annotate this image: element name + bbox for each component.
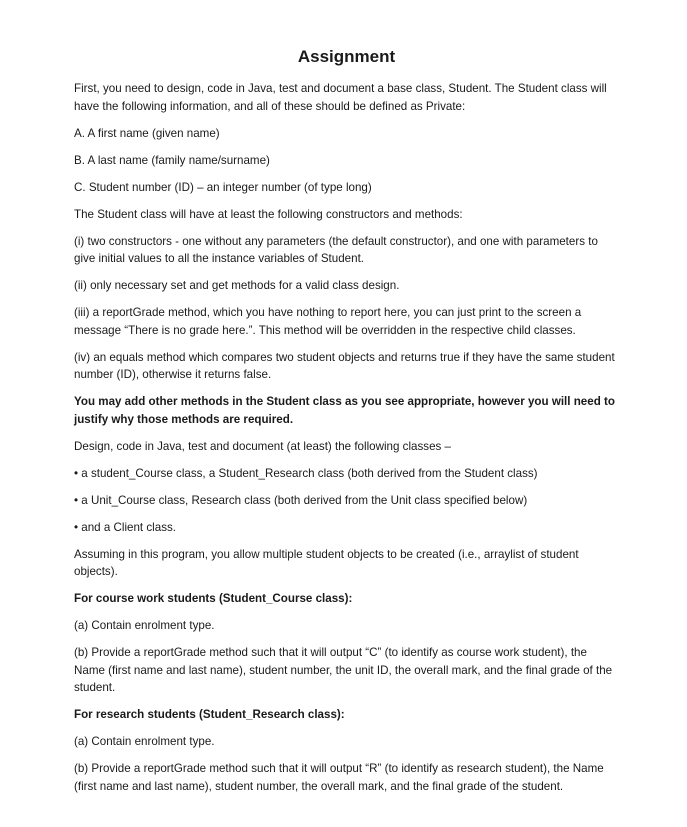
- paragraph-intro: First, you need to design, code in Java, test and document a base class, Student. The Student class will have the following information, and all of these should be defined as Private:: [74, 82, 607, 113]
- document-page: [74, 46, 619, 805]
- list-item-course-report-grade: (b) Provide a reportGrade method such that it will output “C” (to identify as course work student), the Name (first name and last name), student number, the unit ID, the overall mark, and the final grade of the student.: [74, 646, 613, 694]
- list-item-constructors: (i) two constructors - one without any parameters (the default constructor), and one with parameters to give initial values to all the instance variables of Student.: [74, 234, 598, 265]
- list-item-first-name: A. A first name (given name): [74, 126, 220, 140]
- paragraph-additional-methods: You may add other methods in the Student class as you see appropriate, however you will need to justify why those methods are required.: [74, 395, 615, 426]
- bullet-student-classes: • a student_Course class, a Student_Research class (both derived from the Student class): [74, 466, 538, 480]
- list-item-report-grade: (iii) a reportGrade method, which you have nothing to report here, you can just print to the screen a message “There is no grade here.”. This method will be overridden in the respective child classes.: [74, 306, 582, 337]
- list-item-equals: (iv) an equals method which compares two student objects and returns true if they have the same student number (ID), otherwise it returns false.: [74, 350, 615, 381]
- heading-course-work-students: For course work students (Student_Course class):: [74, 592, 353, 605]
- page-title: Assignment: [297, 47, 396, 66]
- bullet-client-class: • and a Client class.: [74, 520, 177, 534]
- heading-research-students: For research students (Student_Research class):: [74, 708, 345, 721]
- bullet-unit-classes: • a Unit_Course class, Research class (both derived from the Unit class specified below): [74, 493, 528, 507]
- list-item-student-number: C. Student number (ID) – an integer number (of type long): [74, 180, 372, 194]
- list-item-set-get: (ii) only necessary set and get methods for a valid class design.: [74, 279, 400, 292]
- list-item-last-name: B. A last name (family name/surname): [74, 153, 270, 167]
- list-item-course-enrolment: (a) Contain enrolment type.: [74, 619, 215, 632]
- list-item-research-report-grade: (b) Provide a reportGrade method such that it will output “R” (to identify as research student), the Name (first name and last name), student number, the overall mark, and the final grade of the student.: [74, 762, 604, 793]
- paragraph-design-classes: Design, code in Java, test and document (at least) the following classes –: [74, 439, 452, 453]
- paragraph-constructors-intro: The Student class will have at least the following constructors and methods:: [74, 207, 463, 221]
- paragraph-arraylist: Assuming in this program, you allow multiple student objects to be created (i.e., arraylist of student objects).: [74, 547, 579, 578]
- list-item-research-enrolment: (a) Contain enrolment type.: [74, 735, 215, 748]
